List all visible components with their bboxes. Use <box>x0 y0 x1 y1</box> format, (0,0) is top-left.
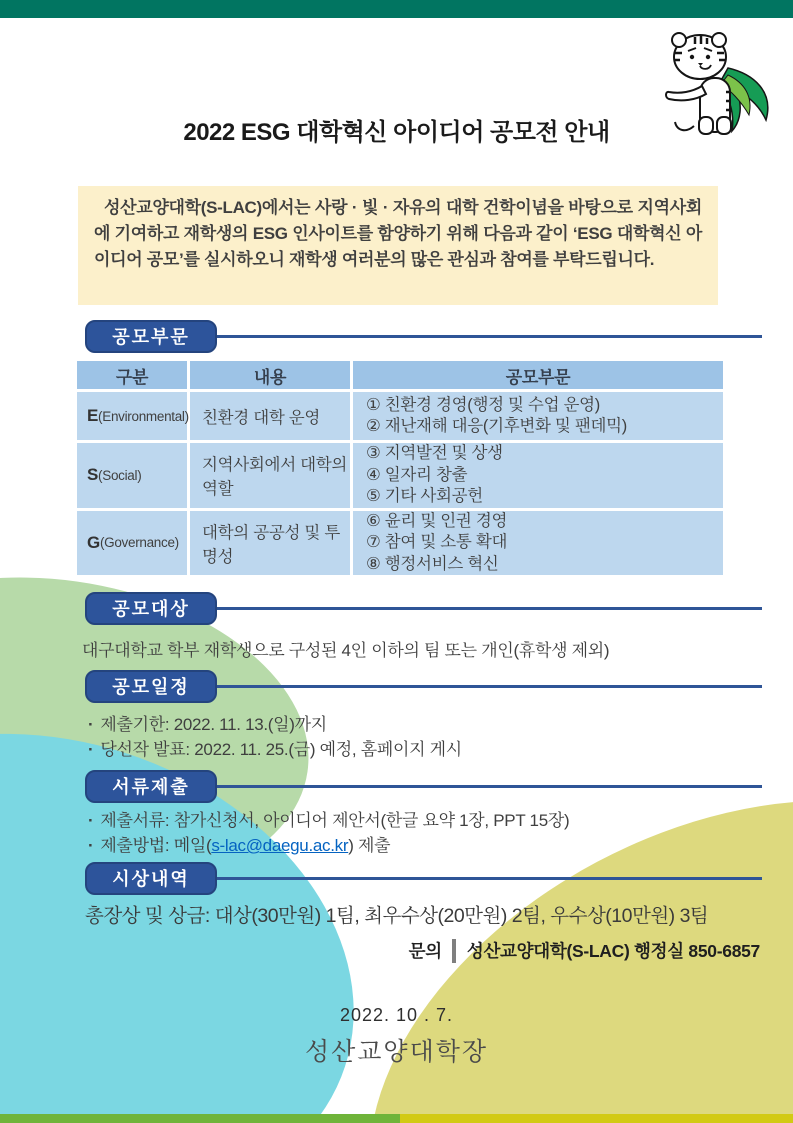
section-rule <box>205 335 762 338</box>
bullet-method: · 제출방법: 메일(s-lac@daegu.ac.kr) 제출 <box>88 836 391 855</box>
intro-box <box>78 186 718 305</box>
section-badge-iljeong: 공모일정 <box>85 670 217 703</box>
table-row-s-content: 지역사회에서 대학의 역할 <box>190 443 350 508</box>
footer-date: 2022. 10 . 7. <box>339 1005 454 1025</box>
section-rule <box>205 607 762 610</box>
table-row-e-code: E (Environmental) <box>77 392 187 440</box>
bullet-documents: · 제출서류: 참가신청서, 아이디어 제안서(한글 요약 1장, PPT 15장) <box>88 811 570 830</box>
page-title: 2022 ESG 대학혁신 아이디어 공모전 안내 <box>183 119 610 146</box>
table-row-g-content: 대학의 공공성 및 투명성 <box>190 511 350 576</box>
section-rule <box>205 685 762 688</box>
table-header-naeyong: 내용 <box>190 361 350 389</box>
table-row-s-code: S (Social) <box>77 443 187 508</box>
email-link[interactable]: s-lac@daegu.ac.kr <box>211 836 349 855</box>
table-row-e-content: 친환경 대학 운영 <box>190 392 350 440</box>
contact-line <box>0 938 760 963</box>
table-header-bumon: 공모부문 <box>353 361 723 389</box>
section-header-iljeong <box>85 670 762 704</box>
seoryu-bullet-list <box>88 808 569 858</box>
section-header-bumon <box>85 320 762 354</box>
tiger-mascot-icon <box>656 30 788 142</box>
vertical-divider <box>452 939 456 963</box>
section-badge-bumon: 공모부문 <box>85 320 217 353</box>
section-rule <box>205 877 762 880</box>
section-rule <box>205 785 762 788</box>
section-header-daesang <box>85 592 762 626</box>
section-badge-daesang: 공모대상 <box>85 592 217 625</box>
bottom-accent-bar-green <box>0 1114 400 1123</box>
bullet-deadline: · 제출기한: 2022. 11. 13.(일)까지 <box>88 715 327 734</box>
iljeong-bullet-list <box>88 712 462 762</box>
contact-text: 성산교양대학(S-LAC) 행정실 850-6857 <box>466 941 760 961</box>
table-row-s-items: ③ 지역발전 및 상생 ④ 일자리 창출 ⑤ 기타 사회공헌 <box>353 443 723 508</box>
footer-signature: 성산교양대학장 <box>304 1037 489 1066</box>
section-header-sisang <box>85 862 762 896</box>
prize-summary-text: 총장상 및 상금: 대상(30만원) 1팀, 최우수상(20만원) 2팀, 우수상(10만원) 3팀 <box>85 905 709 927</box>
bullet-announcement: · 당선작 발표: 2022. 11. 25.(금) 예정, 홈페이지 게시 <box>88 740 462 759</box>
daesang-body-text: 대구대학교 학부 재학생으로 구성된 4인 이하의 팀 또는 개인(휴학생 제외) <box>82 641 610 660</box>
table-row-g-code: G (Governance) <box>77 511 187 576</box>
table-row-g-items: ⑥ 윤리 및 인권 경영 ⑦ 참여 및 소통 확대 ⑧ 행정서비스 혁신 <box>353 511 723 576</box>
intro-text: 성산교양대학(S-LAC)에서는 사랑 · 빛 · 자유의 대학 건학이념을 바탕으로 지역사회에 기여하고 재학생의 ESG 인사이트를 함양하기 위해 다음과 같이 ‘ESG 대학혁신 아이디어 공모’를 실시하오니 재학생 여러분의 많은 관심과 참여를 부탁드립니다. <box>94 198 702 269</box>
top-accent-bar <box>0 0 793 18</box>
bottom-accent-bar-yellow <box>400 1114 793 1123</box>
table-header-gubun: 구분 <box>77 361 187 389</box>
esg-category-table <box>77 361 723 575</box>
section-badge-sisang: 시상내역 <box>85 862 217 895</box>
section-badge-seoryu: 서류제출 <box>85 770 217 803</box>
section-header-seoryu <box>85 770 762 804</box>
table-row-e-items: ① 친환경 경영(행정 및 수업 운영) ② 재난재해 대응(기후변화 및 팬데믹) <box>353 392 723 440</box>
contact-label: 문의 <box>408 941 442 961</box>
